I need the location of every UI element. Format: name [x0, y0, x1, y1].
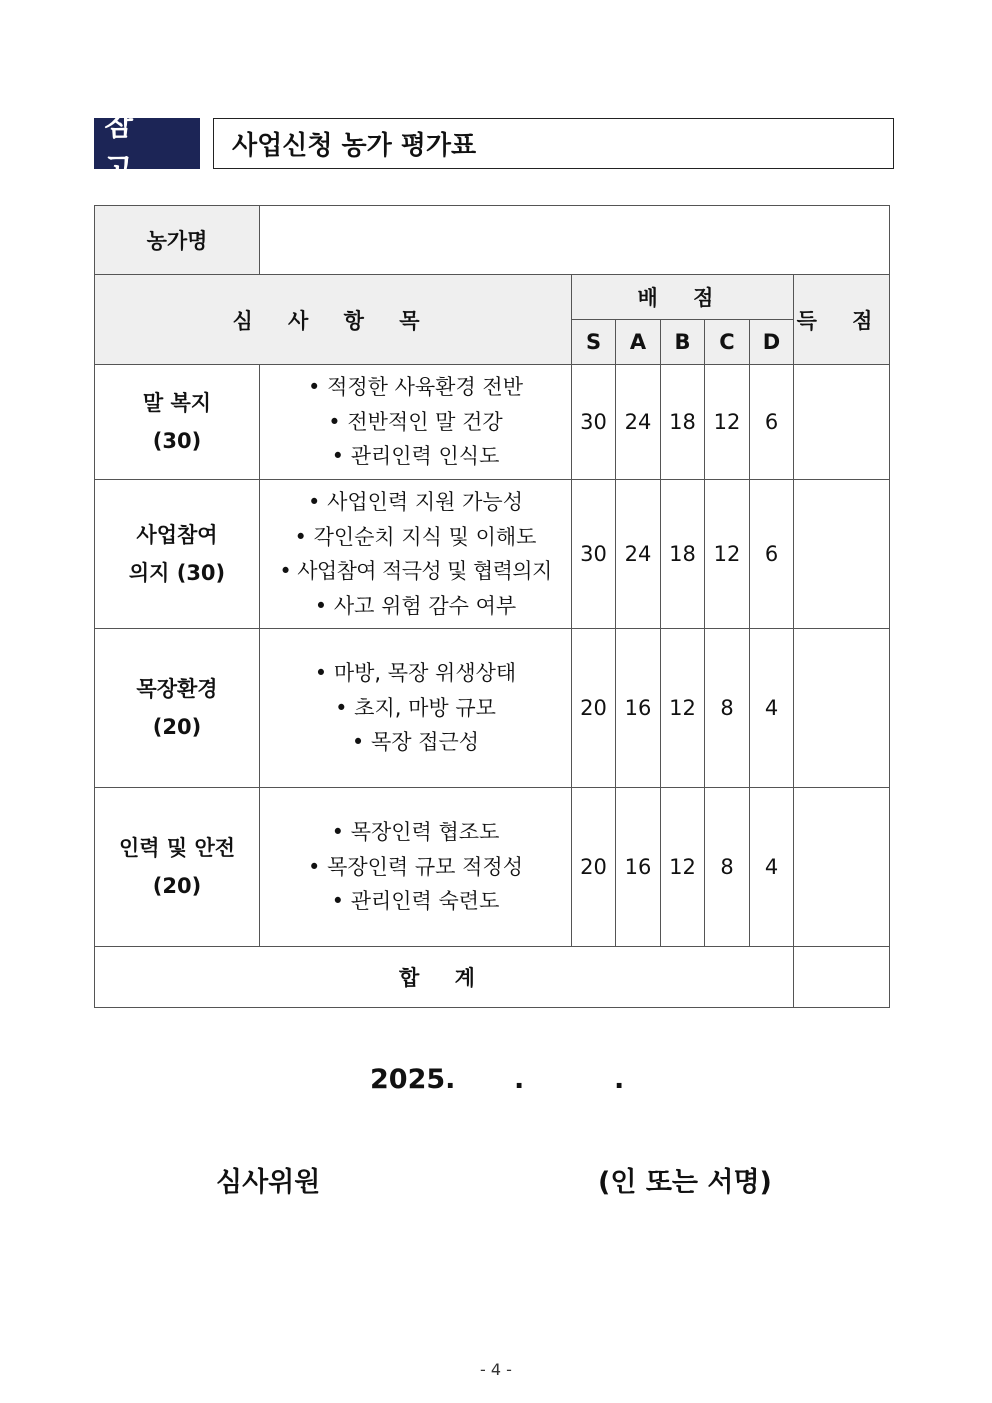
- score-cell: [794, 788, 890, 947]
- points-c: 12: [705, 480, 750, 629]
- date-line: [0, 1064, 992, 1104]
- points-a: 24: [616, 365, 661, 480]
- list-item: • 각인순치 지식 및 이해도: [260, 520, 571, 555]
- category-name: 사업참여: [136, 523, 218, 547]
- item-list: [260, 788, 572, 947]
- page-number: - 4 -: [480, 1360, 512, 1379]
- score-cell: [794, 629, 890, 788]
- points-d: 6: [750, 480, 794, 629]
- category-weight: (20): [152, 715, 202, 739]
- list-item: • 전반적인 말 건강: [260, 405, 571, 440]
- points-c: 8: [705, 788, 750, 947]
- points-s: 20: [572, 788, 616, 947]
- category-cell: [95, 788, 260, 947]
- criteria-row: [95, 629, 890, 788]
- farm-name-label: 농가명: [95, 206, 260, 275]
- farm-name-row: [95, 206, 890, 275]
- allocation-header: 배 점: [572, 275, 794, 320]
- points-b: 12: [661, 788, 705, 947]
- points-b: 18: [661, 480, 705, 629]
- grade-c: C: [705, 320, 750, 365]
- category-cell: [95, 365, 260, 480]
- points-d: 6: [750, 365, 794, 480]
- list-item: • 목장인력 협조도: [260, 815, 571, 850]
- criteria-header: 심 사 항 목: [95, 275, 572, 365]
- list-item: • 마방, 목장 위생상태: [260, 656, 571, 691]
- reviewer-label: 심사위원: [216, 1167, 321, 1198]
- category-name: 목장환경: [136, 677, 218, 701]
- date-month-separator: .: [514, 1064, 525, 1095]
- criteria-row: [95, 365, 890, 480]
- farm-name-value: [260, 206, 890, 275]
- list-item: • 관리인력 인식도: [260, 439, 571, 474]
- category-weight: 의지 (30): [128, 561, 226, 585]
- points-a: 16: [616, 788, 661, 947]
- points-b: 12: [661, 629, 705, 788]
- points-a: 24: [616, 480, 661, 629]
- total-score-cell: [794, 947, 890, 1008]
- points-s: 30: [572, 365, 616, 480]
- total-label: 합 계: [95, 947, 794, 1008]
- list-item: • 관리인력 숙련도: [260, 884, 571, 919]
- points-c: 12: [705, 365, 750, 480]
- header-row-1: [95, 275, 890, 320]
- date-day-separator: .: [614, 1064, 625, 1095]
- category-name: 인력 및 안전: [118, 836, 236, 860]
- grade-a: A: [616, 320, 661, 365]
- points-s: 30: [572, 480, 616, 629]
- item-list: [260, 629, 572, 788]
- list-item: • 초지, 마방 규모: [260, 691, 571, 726]
- criteria-row: [95, 480, 890, 629]
- list-item: • 사업참여 적극성 및 협력의지: [260, 554, 571, 589]
- points-s: 20: [572, 629, 616, 788]
- date-year: 2025.: [370, 1064, 456, 1095]
- points-d: 4: [750, 629, 794, 788]
- total-row: [95, 947, 890, 1008]
- seal-or-signature-note: (인 또는 서명): [598, 1167, 772, 1198]
- reference-badge: 참 고: [94, 118, 200, 169]
- score-cell: [794, 480, 890, 629]
- grade-s: S: [572, 320, 616, 365]
- grade-d: D: [750, 320, 794, 365]
- list-item: • 사업인력 지원 가능성: [260, 485, 571, 520]
- item-list: [260, 365, 572, 480]
- category-name: 말 복지: [142, 391, 212, 415]
- points-d: 4: [750, 788, 794, 947]
- list-item: • 사고 위험 감수 여부: [260, 589, 571, 624]
- list-item: • 목장인력 규모 적정성: [260, 850, 571, 885]
- score-header: 득 점: [794, 275, 890, 365]
- category-cell: [95, 480, 260, 629]
- points-b: 18: [661, 365, 705, 480]
- grade-b: B: [661, 320, 705, 365]
- criteria-row: [95, 788, 890, 947]
- document-title: 사업신청 농가 평가표: [213, 118, 894, 169]
- category-cell: [95, 629, 260, 788]
- category-weight: (20): [152, 874, 202, 898]
- evaluation-table: [94, 205, 890, 1008]
- list-item: • 적정한 사육환경 전반: [260, 370, 571, 405]
- category-weight: (30): [152, 429, 202, 453]
- list-item: • 목장 접근성: [260, 725, 571, 760]
- score-cell: [794, 365, 890, 480]
- points-c: 8: [705, 629, 750, 788]
- points-a: 16: [616, 629, 661, 788]
- item-list: [260, 480, 572, 629]
